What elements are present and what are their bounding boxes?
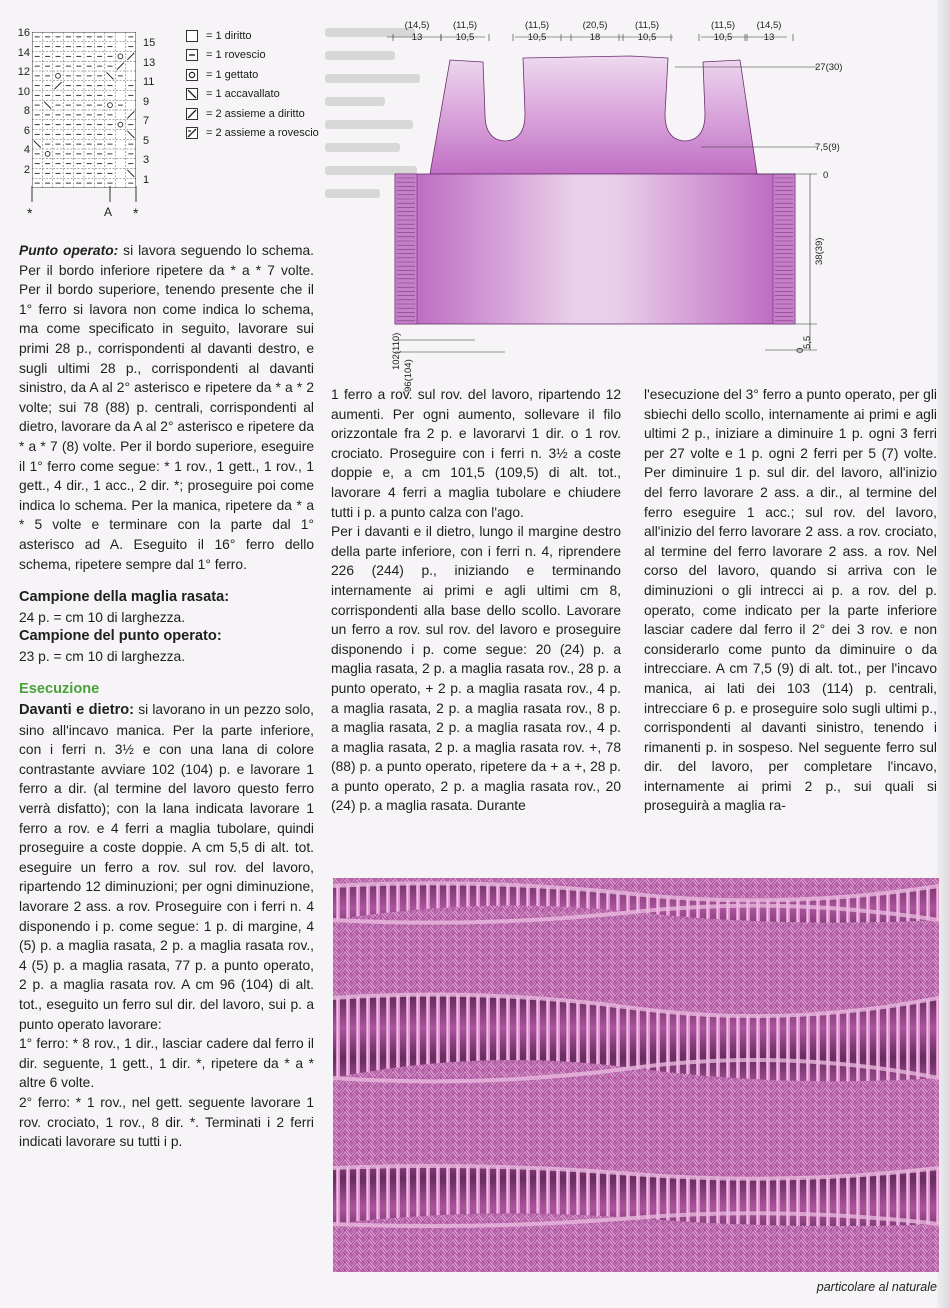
dash-square-icon	[186, 49, 198, 61]
legend-label: = 2 assieme a rovescio	[206, 127, 319, 140]
photo-caption: particolare al naturale	[816, 1280, 937, 1294]
row-number-left: 10	[17, 85, 30, 98]
text-column-middle	[331, 385, 621, 816]
row-1-text: 1° ferro: * 8 rov., 1 dir., lasciar cadere dal ferro il dir. seguente, 1 gett., 1 dir. *, ripetere da * a * altre 6 volte.	[19, 1036, 314, 1091]
repeat-star-right: *	[133, 205, 139, 221]
legend-label: = 1 gettato	[206, 68, 259, 81]
legend-item	[186, 46, 351, 66]
row-number-right: 1	[143, 173, 150, 186]
row-number-right: 7	[143, 115, 150, 127]
stitch-heading: Punto operato:	[19, 243, 119, 258]
row-number-left: 4	[23, 144, 30, 156]
top-dim-value: 13	[763, 32, 775, 43]
dim-27: 27(30)	[815, 62, 843, 73]
rib-band-left	[395, 174, 417, 324]
dim-38: 38(39)	[814, 237, 825, 265]
row-number-left: 16	[17, 27, 30, 39]
paragraph: 1 ferro a rov. sul rov. del lavoro, ripartendo 12 aumenti. Per ogni aumento, sollevare il filo orizzontale fra 2 p. e lavorarvi 1 dir. o 1 rov. crociato. Proseguire con i ferri n. 3½ a coste doppie e, a cm 101,5 (109,5) di alt. tot., lavorare 4 ferri a maglia tubolare e chiudere tutti i p. a punto calza con l'ago.	[331, 387, 621, 520]
dim-0-bottom: 0	[795, 347, 806, 353]
circle-square-icon	[186, 69, 198, 81]
legend-item	[186, 124, 351, 144]
top-dim-label: (20,5)	[582, 20, 608, 31]
grid-lines	[32, 32, 136, 188]
paragraph: Per i davanti e il dietro, lungo il margine destro della parte inferiore, con i ferri n. 4, riprendere 226 (244) p., iniziando e terminando internamente ai primi e agli ultimi cm 8, corrispondenti alla base dello scollo. Lavorare un ferro a rov. sul rov. del lavoro e proseguire disponendo i p. come segue: 20 (24) p. a maglia rasata, 2 p. a maglia rasata rov., 28 p. a punto operato, + 2 p. a maglia rasata rov., 4 p. a maglia rasata, 2 p. a maglia rasata rov., 8 p. a maglia rasata, 2 p. a maglia rasata rov., 4 p. a maglia rasata, 2 p. a maglia rasata rov. +, 78 (88) p. a punto operato, ripetere da + a +, 28 p. a punto operato, 2 p. a maglia rasata rov., 20 (24) p. a maglia rasata. Durante	[331, 524, 621, 814]
row-number-right: 3	[143, 154, 150, 166]
gauge-text-2: 23 p. = cm 10 di larghezza.	[19, 648, 186, 664]
row-number-right: 5	[143, 134, 150, 147]
text-column-right	[644, 385, 937, 816]
gauge-text-1: 24 p. = cm 10 di larghezza.	[19, 609, 186, 625]
top-dim-value: 18	[589, 32, 601, 43]
paragraph: l'esecuzione del 3° ferro a punto operato, per gli sbiechi dello scollo, internamente ai primi e agli ultimi 2 p., iniziare a diminuire 1 p. ogni 3 ferri per 27 volte e 1 p. ogni 2 ferri per 5 (7) volte. Per diminuire 1 p. sul dir. del lavoro, all'inizio del ferro lavorare 2 ass. a dir., al termine del ferro eseguire 1 acc.; sul rov. del lavoro, all'inizio del ferro lavorare 2 ass. a rov. crociato, al termine del ferro lavorare 2 ass. a rov. Nel corso del lavoro, quando si arriva con le diminuzioni o gli intrecci ai p. a rov. del p. operato, come indicato per la parte inferiore lasciar cadere dal ferro il 2° dei 3 rov. e non considerarlo come punto da diminuire o da intrecciare. A cm 7,5 (9) di alt. tot., per l'incavo manica, ai lati dei 103 (114) p. centrali, intrecciare 6 p. e proseguire solo sugli ultimi p., corrispondenti al davanti sinistro, tenendo i rimanenti p. in sospeso. Nel seguente ferro sul dir. del lavoro, per completare l'incavo, internamente ai primi 2 p., sui quali si proseguirà a maglia ra-	[644, 387, 937, 814]
backslash-square-icon	[186, 88, 198, 100]
top-dim-label: (11,5)	[634, 20, 660, 31]
top-dim-value: 13	[411, 32, 423, 43]
row-number-left: 14	[17, 46, 30, 59]
stitch-text: si lavora seguendo lo schema. Per il bordo inferiore ripetere da * a * 7 volte. Per il bordo superiore, tenendo presente che il 1° ferro si lavora non come indica lo schema, ma come specificato in seguito, lavorare sui primi 28 p., corrispondenti al davanti destro, e sugli ultimi 28 p., corrispondenti al davanti sinistro, da A al 2° asterisco e ripetere da * a * 2 volte; sui 78 (88) p. centrali, corrispondenti al dietro, lavorare da A al 2° asterisco e ripetere da * a * 7 (8) volte. Per il bordo superiore, eseguire il 1° ferro come segue: * 1 rov., 1 gett., 1 rov., 1 gett., 4 dir., 1 acc., 2 dir. *; proseguire poi come indica lo schema. Per la manica, ripetere da * a * 5 volte e terminare con la parte dal 1° asterisco ad A. Eseguito il 16° ferro dello schema, ripetere sempre dal 1° ferro.	[19, 243, 314, 572]
repeat-marker-a: A	[104, 205, 113, 219]
dim-102: 102(110)	[391, 332, 402, 370]
stitch-paragraph	[19, 241, 314, 574]
top-dim-label: (11,5)	[710, 20, 736, 31]
dim-96: 96(104)	[403, 359, 414, 392]
row-number-right: 11	[143, 76, 155, 88]
row-number-right: 15	[143, 37, 156, 49]
stitch-legend	[186, 26, 351, 143]
legend-label: = 1 diritto	[206, 29, 252, 42]
top-dim-label: (14,5)	[404, 20, 430, 31]
legend-item	[186, 65, 351, 85]
legend-label: = 1 accavallato	[206, 88, 280, 101]
dim-5-5: 5,5	[802, 335, 813, 349]
legend-label: = 2 assieme a diritto	[206, 107, 305, 120]
text-column-left	[19, 241, 314, 1152]
instructions-text: si lavorano in un pezzo solo, sino all'incavo manica. Per la parte inferiore, con i ferri n. 3½ e con una lana di colore contrastante avviare 102 (104) p. e lavorare 1 ferro a dir. (al termine del lavoro questo ferro verrà disfatto); con la lana indicata lavorare 1 ferro a rov. e 4 ferri a maglia tubolare, quindi proseguire a coste doppie. A cm 5,5 di alt. tot. eseguire un ferro a rov. sul rov. del lavoro, ripartendo 12 diminuzioni; per ogni diminuzione, lavorare 2 ass. a rov. Proseguire con i ferri n. 4 disponendo i p. come segue: 1 p. di margine, 4 (5) p. a maglia rasata, 2 p. a maglia rasata rov., 4 (5) p. a maglia rasata, 77 p. a punto operato, 2 p. a maglia rasata rov. A cm 96 (104) di alt. tot., eseguito un ferro sul dir. del lavoro, sui p. a punto operato lavorare:	[19, 702, 314, 1032]
instructions-paragraph	[19, 700, 314, 1034]
legend-item	[186, 104, 351, 124]
rib-band-right	[773, 174, 795, 324]
top-dim-label: (11,5)	[524, 20, 550, 31]
slash-square-icon	[186, 108, 198, 120]
legend-item	[186, 85, 351, 105]
gauge-title-1: Campione della maglia rasata:	[19, 589, 230, 606]
row-number-left: 6	[23, 124, 30, 137]
instructions-heading: Davanti e dietro:	[19, 702, 135, 719]
top-dim-label: (11,5)	[452, 20, 478, 31]
dim-0-top: 0	[823, 170, 829, 181]
body-shape	[395, 174, 795, 324]
gauge-title-2: Campione del punto operato:	[19, 628, 222, 645]
slash-dash-square-icon	[186, 127, 198, 139]
top-dim-value: 10,5	[637, 32, 657, 43]
garment-schematic	[385, 10, 850, 395]
top-dimensions	[387, 20, 793, 43]
top-dim-label: (14,5)	[756, 20, 782, 31]
legend-item	[186, 26, 351, 46]
dim-7-5: 7,5(9)	[815, 142, 840, 153]
top-dim-value: 10,5	[527, 32, 547, 43]
yoke-shape	[430, 56, 757, 174]
row-2-text: 2° ferro: * 1 rov., nel gett. seguente lavorare 1 rov. crociato, 1 rov., 8 dir. *. Terminati i 2 ferri indicati lavorare su tutti i p.	[19, 1094, 314, 1150]
legend-label: = 1 rovescio	[206, 49, 266, 62]
top-dim-value: 10,5	[713, 32, 733, 43]
row-number-right: 9	[143, 95, 150, 108]
row-number-left: 8	[23, 105, 30, 117]
row-number-left: 2	[23, 163, 30, 176]
top-dim-value: 10,5	[455, 32, 475, 43]
repeat-star-left: *	[27, 205, 33, 221]
row-number-right: 13	[143, 56, 156, 69]
empty-square-icon	[186, 30, 198, 42]
repeat-ticks	[30, 186, 140, 206]
row-number-left: 12	[17, 66, 30, 78]
knit-swatch-photo	[333, 878, 939, 1272]
stitch-chart	[0, 0, 180, 225]
section-heading: Esecuzione	[19, 681, 100, 698]
stitch-chart-grid	[32, 32, 136, 188]
